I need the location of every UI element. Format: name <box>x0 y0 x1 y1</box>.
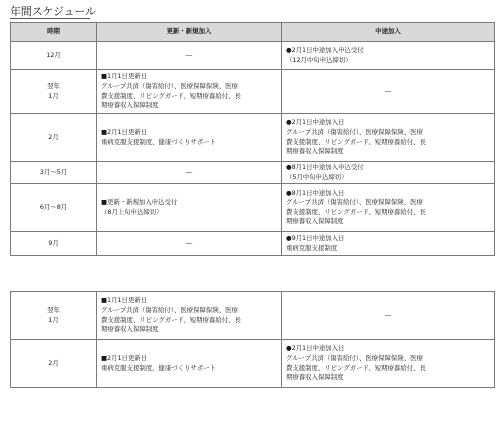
midway-cell-line: ●8月1日中途加入申込受付 <box>286 163 364 171</box>
renewal-cell: ― <box>97 232 282 256</box>
renewal-cell <box>97 184 282 232</box>
renewal-cell <box>97 114 282 162</box>
midway-cell-line: （12月中旬申込締切） <box>286 55 352 64</box>
period-cell-line: 3月～5月 <box>39 167 68 176</box>
period-cell-line: 1月 <box>48 315 59 324</box>
title-underline <box>10 18 90 19</box>
table-row <box>11 42 495 70</box>
renewal-cell-line: グループ共済（傷害給付）、医療保障保険、医療 <box>101 305 238 314</box>
renewal-cell <box>97 340 282 388</box>
midway-cell-line: 費支援制度、リビングガード、短期療養給付、長 <box>286 363 426 372</box>
renewal-cell: ― <box>97 162 282 184</box>
period-cell-line: 9月 <box>48 238 59 247</box>
midway-cell-line: 費支援制度、リビングガード、短期療養給付、長 <box>286 137 426 146</box>
period-cell-line: 翌年 <box>47 305 60 314</box>
table-row <box>11 70 495 114</box>
midway-cell: ― <box>282 292 495 340</box>
renewal-cell-line: ■1月1日更新日 <box>101 72 148 81</box>
renewal-cell-line: ■更新・新規加入申込受付 <box>101 198 178 207</box>
midway-cell-line: ●2月1日中途加入日 <box>286 344 345 353</box>
page-title: 年間スケジュール <box>10 5 96 18</box>
midway-cell <box>282 42 495 70</box>
period-cell-line: 6月～8月 <box>39 202 68 211</box>
midway-cell <box>282 184 495 232</box>
period-cell <box>11 184 97 232</box>
period-cell <box>11 114 97 162</box>
renewal-cell: ― <box>97 42 282 70</box>
midway-cell-line: 期療養収入保障制度 <box>286 373 344 382</box>
midway-cell-line: 期療養収入保障制度 <box>286 147 344 156</box>
header-period: 時期 <box>11 23 97 42</box>
period-cell <box>11 232 97 256</box>
schedule-table <box>10 22 495 256</box>
period-cell-line: 12月 <box>46 50 61 59</box>
renewal-cell-line: 費支援制度、リビングガード、短期療養給付、長 <box>101 315 241 324</box>
schedule-table-continued <box>10 291 495 388</box>
renewal-cell-line: ■2月1日更新日 <box>101 127 148 136</box>
period-cell-line: 2月 <box>48 132 59 141</box>
period-cell <box>11 292 97 340</box>
midway-cell-line: グループ共済（傷害給付）、医療保障保険、医療 <box>286 198 423 207</box>
midway-cell-line: ●8月1日中途加入日 <box>286 188 345 197</box>
table-row <box>11 114 495 162</box>
midway-cell-line: ●2月1日中途加入日 <box>286 118 345 127</box>
midway-cell-line: ●2月1日中途加入申込受付 <box>286 45 364 54</box>
midway-cell-line: ●9月1日中途加入日 <box>286 234 345 243</box>
table-row <box>11 292 495 340</box>
header-midway: 中途加入 <box>282 23 495 42</box>
renewal-cell-line: ■2月1日更新日 <box>101 353 148 362</box>
table-row <box>11 232 495 256</box>
midway-cell-line: グループ共済（傷害給付）、医療保障保険、医療 <box>286 353 423 362</box>
period-cell <box>11 42 97 70</box>
header-row <box>11 23 495 42</box>
renewal-cell-line: （8月上旬申込締切） <box>101 207 163 216</box>
midway-cell-line: （5月中旬申込締切） <box>286 172 348 181</box>
period-cell-line: 1月 <box>48 91 59 100</box>
midway-cell-line: 期療養収入保障制度 <box>286 217 344 226</box>
midway-cell-line: グループ共済（傷害給付）、医療保障保険、医療 <box>286 127 423 136</box>
renewal-cell-line: ■1月1日更新日 <box>101 296 148 305</box>
period-cell-line: 翌年 <box>47 81 60 90</box>
period-cell <box>11 162 97 184</box>
renewal-cell-line: 重病克服支援制度、健康づくりサポート <box>101 363 217 372</box>
renewal-cell <box>97 70 282 114</box>
midway-cell-line: 費支援制度、リビングガード、短期療養給付、長 <box>286 207 426 216</box>
period-cell <box>11 70 97 114</box>
renewal-cell-line: 重病克服支援制度、健康づくりサポート <box>101 137 217 146</box>
renewal-cell-line: 期療養収入保障制度 <box>101 101 159 110</box>
renewal-cell-line: グループ共済（傷害給付）、医療保障保険、医療 <box>101 81 238 90</box>
midway-cell <box>282 232 495 256</box>
renewal-cell <box>97 292 282 340</box>
midway-cell: ― <box>282 70 495 114</box>
midway-cell <box>282 162 495 184</box>
midway-cell <box>282 340 495 388</box>
midway-cell-line: 重病克服支援制度 <box>286 243 338 252</box>
renewal-cell-line: 費支援制度、リビングガード、短期療養給付、長 <box>101 91 241 100</box>
period-cell <box>11 340 97 388</box>
renewal-cell-line: 期療養収入保障制度 <box>101 325 159 334</box>
midway-cell <box>282 114 495 162</box>
header-renewal: 更新・新規加入 <box>97 23 282 42</box>
period-cell-line: 2月 <box>48 358 59 367</box>
table-row <box>11 340 495 388</box>
table-row <box>11 162 495 184</box>
table-row <box>11 184 495 232</box>
